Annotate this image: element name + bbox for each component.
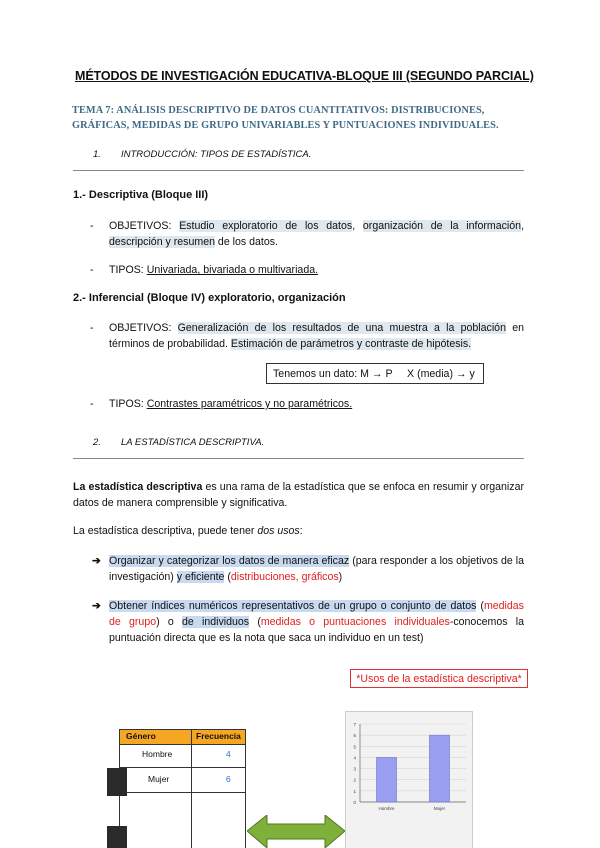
arrow-item-indices	[92, 598, 524, 646]
item-text: Organizar y categorizar los datos de manera eficaz (para responder a los objetivos de la investigación) y eficiente (distribuciones, gráficos)	[109, 555, 524, 583]
table-cell: Mujer	[148, 774, 170, 784]
header-frecuencia: Frecuencia	[196, 731, 241, 741]
y-tick-label: 1	[353, 788, 356, 794]
section-heading-2	[93, 437, 264, 448]
section-heading-1	[93, 149, 311, 160]
arrow-right-icon: ➔	[92, 600, 101, 612]
table-divider	[120, 792, 245, 793]
heading-descriptiva: 1.- Descriptiva (Bloque III)	[73, 189, 209, 201]
document-subtitle: TEMA 7: ANÁLISIS DESCRIPTIVO DE DATOS CUANTITATIVOS: DISTRIBUCIONES, GRÁFICAS, MEDIDAS DE GRUPO UNIVARIABLES Y PUNTUACIONES INDIVIDUALES.	[72, 105, 499, 131]
table-cell: 6	[226, 774, 231, 784]
y-tick-label: 0	[353, 800, 356, 805]
section-number: 2.	[93, 437, 101, 448]
divider	[73, 458, 524, 459]
table-divider	[120, 744, 245, 745]
bar-mujer	[429, 735, 449, 802]
figure	[107, 705, 473, 848]
dash-bullet: -	[90, 322, 94, 334]
usos-paragraph: La estadística descriptiva, puede tener dos usos:	[73, 525, 303, 537]
dash-bullet: -	[90, 264, 94, 276]
y-tick-label: 4	[353, 755, 356, 761]
arrow-right-icon: ➔	[92, 555, 101, 567]
y-tick-label: 2	[353, 777, 356, 783]
frequency-table	[119, 729, 246, 848]
example-box: Tenemos un dato: M → P X (media) → y	[266, 363, 484, 384]
table-cell: Hombre	[142, 749, 173, 759]
table-cell: 4	[226, 749, 231, 759]
bar-chart	[345, 711, 473, 848]
document-title: MÉTODOS DE INVESTIGACIÓN EDUCATIVA-BLOQUE III (SEGUNDO PARCIAL)	[75, 69, 534, 83]
section-label: LA ESTADÍSTICA DESCRIPTIVA.	[121, 437, 265, 448]
item-text: Obtener índices numéricos representativos de un grupo o conjunto de datos (medidas de grupo) o de individuos (medidas o puntuaciones individuales-conocemos la puntuación directa que es la nota que saca un individuo en un test)	[109, 600, 524, 644]
decorative-tab	[107, 768, 127, 796]
usos-note-box: *Usos de la estadística descriptiva*	[350, 669, 528, 688]
double-arrow-icon	[247, 815, 345, 848]
section-number: 1.	[93, 149, 101, 160]
table-header	[120, 730, 245, 744]
y-tick-label: 3	[353, 766, 356, 772]
header-genero: Género	[126, 731, 156, 741]
table-divider	[191, 730, 192, 848]
bullet-text: TIPOS: Univariada, bivariada o multivariada.	[109, 264, 319, 276]
bullet-objetivos-inferencial	[90, 320, 524, 352]
bullet-text: OBJETIVOS: Generalización de los resultados de una muestra a la población en términos de probabilidad. Estimación de parámetros y contraste de hipótesis.	[109, 322, 525, 350]
decorative-tab	[107, 826, 127, 848]
y-tick-label: 7	[353, 722, 356, 727]
divider	[73, 170, 524, 171]
table-divider	[120, 767, 245, 768]
bullet-tipos-inferencial	[90, 396, 524, 412]
section-label: INTRODUCCIÓN: TIPOS DE ESTADÍSTICA.	[121, 149, 312, 160]
arrow-item-organizar	[92, 553, 524, 585]
x-tick-label: Hombre	[378, 806, 395, 811]
dash-bullet: -	[90, 220, 94, 232]
dash-bullet: -	[90, 398, 94, 410]
intro-paragraph: La estadística descriptiva es una rama de la estadística que se enfoca en resumir y organizar datos de manera comprensible y significativa.	[73, 481, 524, 509]
y-tick-label: 6	[353, 733, 356, 739]
bullet-objetivos-descriptiva	[90, 218, 524, 250]
bullet-text: TIPOS: Contrastes paramétricos y no paramétricos.	[109, 398, 353, 410]
x-tick-label: Mujer	[433, 806, 446, 811]
bullet-text: OBJETIVOS: Estudio exploratorio de los datos, organización de la información, descripción y resumen de los datos.	[109, 220, 525, 248]
bar-chart-svg	[346, 712, 472, 848]
bar-hombre	[376, 757, 396, 802]
bullet-tipos-descriptiva	[90, 262, 524, 278]
y-tick-label: 5	[353, 744, 356, 750]
heading-inferencial: 2.- Inferencial (Bloque IV) exploratorio, organización	[73, 292, 346, 304]
